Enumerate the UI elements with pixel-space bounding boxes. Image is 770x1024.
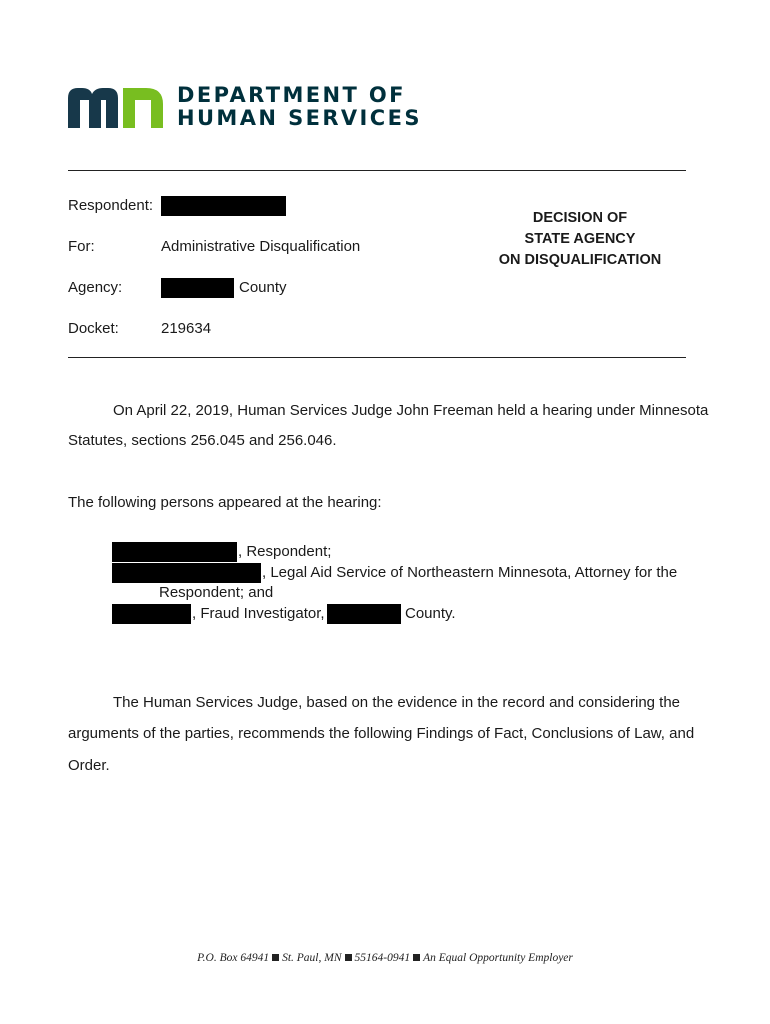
department-name (177, 84, 422, 130)
footer-city: St. Paul, MN (282, 952, 342, 964)
investigator-county-redaction (327, 604, 401, 624)
for-value: Administrative Disqualification (161, 238, 361, 255)
agency-county: County (239, 279, 287, 296)
investigator-redaction (112, 604, 191, 624)
agency-label: Agency: (68, 279, 123, 296)
decision-title-line-2: STATE AGENCY (524, 231, 636, 247)
footer-zip: 55164-0941 (354, 952, 411, 964)
attorney-redaction (112, 563, 261, 583)
person-3-county: County. (405, 605, 456, 622)
square-bullet-icon (413, 954, 420, 961)
respondent-redaction (112, 542, 237, 562)
department-line-1: DEPARTMENT OF (177, 83, 406, 107)
square-bullet-icon (345, 954, 352, 961)
paragraph-3-line-3: Order. (68, 757, 110, 774)
docket-label: Docket: (68, 320, 119, 337)
paragraph-1-line-1: On April 22, 2019, Human Services Judge John Freeman held a hearing under Minnesota (113, 402, 709, 419)
docket-number: 219634 (161, 320, 212, 337)
footer-eoe: An Equal Opportunity Employer (423, 952, 573, 964)
footer-po-box: P.O. Box 64941 (197, 952, 270, 964)
square-bullet-icon (272, 954, 279, 961)
person-1-role: , Respondent; (238, 543, 332, 560)
person-2-role-continued: Respondent; and (159, 584, 274, 601)
decision-title (498, 208, 662, 271)
footer (0, 952, 770, 964)
decision-title-line-1: DECISION OF (532, 210, 628, 226)
respondent-name-redaction (161, 196, 286, 216)
for-label: For: (68, 238, 95, 255)
person-3-role: , Fraud Investigator, (192, 605, 325, 622)
agency-name-redaction (161, 278, 234, 298)
paragraph-3-line-2: arguments of the parties, recommends the following Findings of Fact, Conclusions of Law, and (68, 725, 695, 742)
decision-title-line-3: ON DISQUALIFICATION (498, 252, 662, 268)
mn-logo-icon (68, 86, 163, 128)
paragraph-2: The following persons appeared at the hearing: (68, 494, 382, 511)
paragraph-1-line-2: Statutes, sections 256.045 and 256.046. (68, 432, 337, 449)
top-rule (68, 170, 686, 171)
paragraph-3-line-1: The Human Services Judge, based on the evidence in the record and considering the (113, 694, 681, 711)
bottom-rule (68, 357, 686, 358)
person-2-role: , Legal Aid Service of Northeastern Minnesota, Attorney for the (262, 564, 678, 581)
department-line-2: HUMAN SERVICES (177, 106, 422, 130)
respondent-label: Respondent: (68, 197, 154, 214)
